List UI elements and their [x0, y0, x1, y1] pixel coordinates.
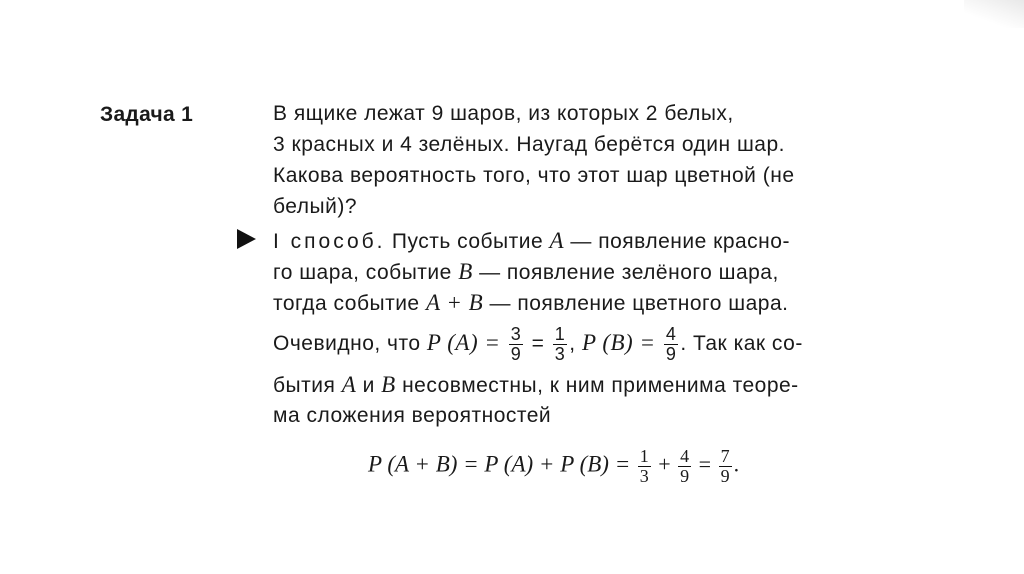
fraction-numerator: 1	[639, 446, 649, 466]
event-a: A	[549, 228, 565, 253]
plus-sign: +	[658, 451, 671, 477]
solution-continuation	[273, 369, 799, 431]
fraction-numerator: 3	[510, 324, 522, 344]
formula-lhs: P (A + B) = P (A) + P (B) =	[368, 451, 631, 477]
problem-line: В ящике лежат 9 шаров, из которых 2 белых,	[273, 102, 734, 125]
addition-formula	[368, 447, 739, 486]
event-b: B	[381, 372, 396, 397]
fraction	[719, 447, 732, 486]
event-b: B	[458, 259, 473, 284]
solution-text-fragment: го шара, событие	[273, 261, 452, 284]
solution-line-5	[273, 369, 799, 400]
equals-sign: =	[531, 332, 545, 356]
solution-line-2	[273, 256, 790, 287]
fraction-denominator: 9	[680, 466, 690, 486]
fraction-numerator: 4	[665, 324, 677, 344]
fraction-denominator: 9	[510, 344, 522, 364]
solution-line-3	[273, 287, 790, 318]
fraction	[553, 325, 568, 364]
probability-b: P (B) =	[581, 330, 656, 356]
fraction	[638, 447, 651, 486]
task-label: Задача 1	[100, 103, 194, 126]
solution-text-fragment: Пусть событие	[391, 230, 544, 253]
solution-text-fragment: Очевидно, что	[273, 332, 421, 356]
equals-sign: =	[698, 451, 712, 477]
fraction-numerator: 7	[720, 446, 730, 466]
probability-a: P (A) =	[426, 330, 501, 356]
solution-line-1	[273, 225, 790, 256]
page-corner-shadow	[964, 0, 1024, 28]
solution-text-fragment: бытия	[273, 374, 336, 397]
problem-statement	[273, 98, 795, 222]
solution-text-fragment: . Так как со-	[680, 332, 803, 356]
solution-text-fragment: несовместны, к ним применима теоре-	[402, 374, 799, 397]
formula-period: .	[733, 451, 740, 477]
solution-line-6: ма сложения вероятностей	[273, 404, 552, 427]
solution-text	[273, 225, 790, 318]
fraction-denominator: 3	[639, 466, 649, 486]
solution-text-fragment: — появление цветного шара.	[489, 292, 789, 315]
fraction-denominator: 3	[554, 344, 566, 364]
comma: ,	[569, 332, 576, 356]
fraction-denominator: 9	[720, 466, 730, 486]
solution-arrow-icon	[237, 229, 256, 249]
fraction-numerator: 1	[554, 324, 566, 344]
fraction-denominator: 9	[665, 344, 677, 364]
problem-line: белый)?	[273, 195, 358, 218]
problem-line: Какова вероятность того, что этот шар цветной (не	[273, 164, 795, 187]
fraction	[509, 325, 524, 364]
fraction	[678, 447, 691, 486]
solution-text-fragment: — появление зелёного шара,	[479, 261, 779, 284]
solution-text-fragment: тогда событие	[273, 292, 420, 315]
solution-text-fragment: и	[362, 374, 375, 397]
event-a: A	[341, 372, 357, 397]
fraction	[664, 325, 679, 364]
event-a-plus-b: A + B	[425, 290, 484, 315]
solution-text-fragment: — появление красно-	[570, 230, 790, 253]
problem-line: 3 красных и 4 зелёных. Наугад берётся один шар.	[273, 133, 785, 156]
probability-line	[273, 325, 803, 364]
method-label: I способ.	[273, 230, 386, 253]
fraction-numerator: 4	[680, 446, 690, 466]
